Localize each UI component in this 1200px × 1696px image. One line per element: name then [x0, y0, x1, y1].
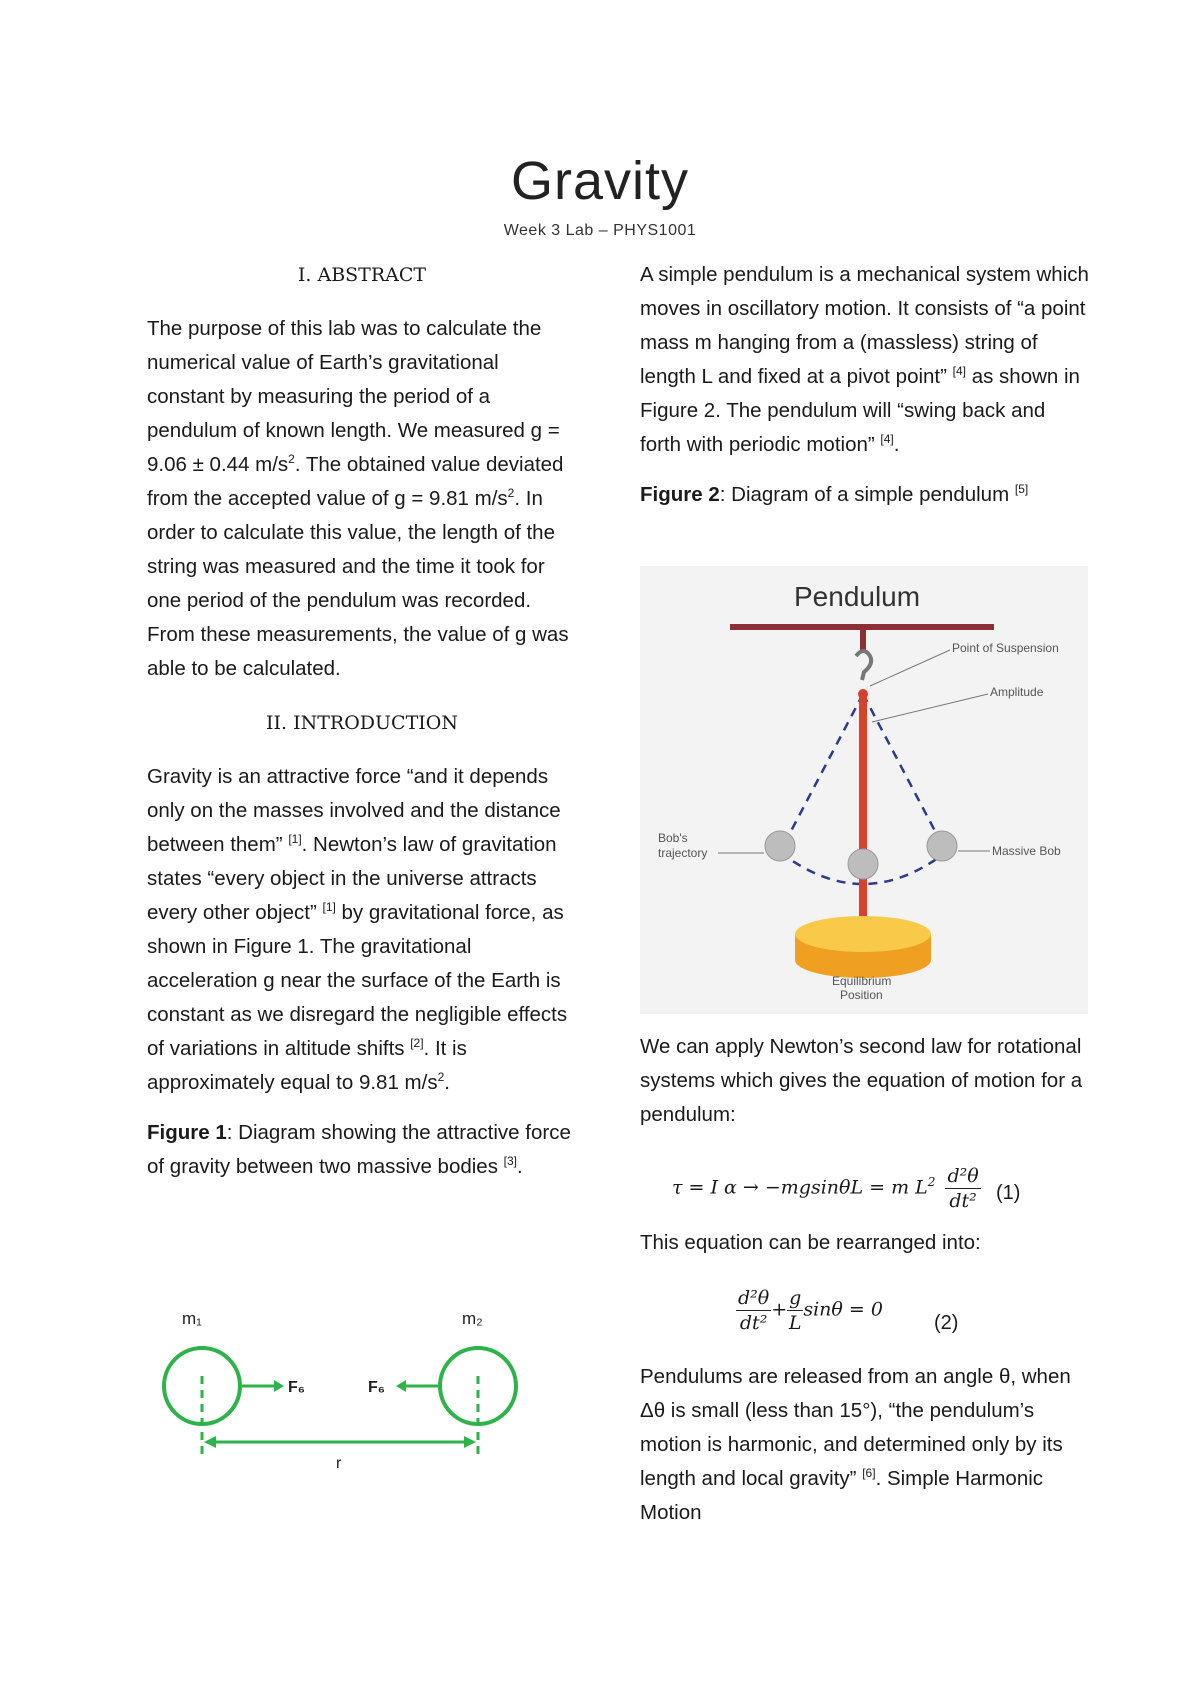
equation-1-num: d²θ: [947, 1165, 979, 1187]
force-label-2: F₆: [368, 1379, 386, 1396]
equation-2: [640, 1276, 1090, 1360]
newton-paragraph: We can apply Newton’s second law for rotational systems which gives the equation of motion for a pendulum:: [640, 1035, 1083, 1126]
equation-2-num2: g: [789, 1287, 802, 1309]
equation-2-number: (2): [934, 1312, 959, 1334]
abstract-paragraph: The purpose of this lab was to calculate the numerical value of Earth’s gravitational constant by measuring the period of a pendulum of known length. We measured g = 9.06 ± 0.44 $m/s^2$. The obtained value deviated from the accepted value of g = 9.81 $m/s^2$. In order to calculate this value, the length of the string was measured and the time it took for one period of the pendulum was recorded. From these measurements, the value of g was able to be calculated.: [147, 317, 569, 680]
introduction-paragraph: Gravity is an attractive force “and it depends only on the masses involved and the distance between them” [1]. Newton’s law of gravitation states “every object in the universe attracts every other object” [1] by gravitational force, as shown in Figure 1. The gravitational acceleration g near the surface of the Earth is constant as we disregard the negligible effects of variations in altitude shifts [2]. It is approximately equal to 9.81 $m/s^2$.: [147, 765, 568, 1094]
mass-1-circle: [164, 1348, 240, 1424]
equation-1-lhs: τ = I α → −mgsinθL = m L: [672, 1176, 928, 1199]
introduction-heading: II. INTRODUCTION: [266, 712, 458, 734]
equilibrium-label-1: Equilibrium: [832, 974, 892, 988]
equation-2-den2: L: [788, 1312, 802, 1334]
equation-2-num1: d²θ: [738, 1287, 770, 1309]
equilibrium-base: [795, 916, 931, 952]
massive-bob-label: Massive Bob: [992, 844, 1061, 858]
figure1-caption: Figure 1: Diagram showing the attractive force of gravity between two massive bodies [3].: [147, 1121, 571, 1178]
pendulum-intro-paragraph: A simple pendulum is a mechanical system which moves in oscillatory motion. It consists of “a point mass m hanging from a (massless) string of length L and fixed at a pivot point” [4] as shown in Figure 2. The pendulum will “swing back and forth with periodic motion” [4].: [640, 263, 1089, 456]
right-column: [640, 258, 1090, 528]
figure1-diagram: [160, 1306, 540, 1486]
equation-2-rest: sinθ = 0: [803, 1298, 883, 1321]
rearranged-paragraph: This equation can be rearranged into:: [640, 1231, 981, 1254]
bobs-trajectory-label-1: Bob's: [658, 831, 688, 845]
equilibrium-label-2: Position: [840, 988, 883, 1002]
equation-1-den: dt²: [949, 1190, 977, 1212]
page-subtitle: Week 3 Lab – PHYS1001: [503, 222, 697, 239]
m2-label: m₂: [462, 1309, 483, 1328]
harmonic-paragraph: Pendulums are released from an angle θ, when Δθ is small (less than 15°), “the pendulum’s motion is harmonic, and determined only by its length and local gravity” [6]. Simple Harmonic Motion: [640, 1365, 1071, 1524]
equation-2-den1: dt²: [739, 1312, 768, 1334]
equation-1-sup: 2: [927, 1175, 936, 1190]
equation-1-number: (1): [996, 1182, 1021, 1204]
mass-2-circle: [440, 1348, 516, 1424]
right-column-lower: [640, 1030, 1090, 1546]
equation-1: [640, 1148, 1090, 1226]
amplitude-label: Amplitude: [990, 685, 1044, 699]
m1-label: m₁: [182, 1309, 202, 1328]
bobs-trajectory-label-2: trajectory: [658, 846, 708, 860]
figure2-caption: Figure 2: Diagram of a simple pendulum [5]: [640, 482, 1029, 506]
bob-left: [765, 831, 795, 861]
page-title: Gravity: [510, 151, 690, 211]
diagram-title: Pendulum: [794, 581, 921, 612]
bob-center: [848, 849, 878, 879]
figure2-diagram: [640, 566, 1088, 1014]
abstract-heading: I. ABSTRACT: [297, 264, 427, 286]
point-of-suspension-label: Point of Suspension: [952, 641, 1059, 655]
pendulum-rod: [859, 694, 867, 926]
equation-2-plus: +: [771, 1298, 788, 1321]
distance-label: r: [336, 1455, 342, 1472]
force-label-1: F₆: [288, 1379, 306, 1396]
bob-right: [927, 831, 957, 861]
left-column: [147, 258, 577, 1200]
